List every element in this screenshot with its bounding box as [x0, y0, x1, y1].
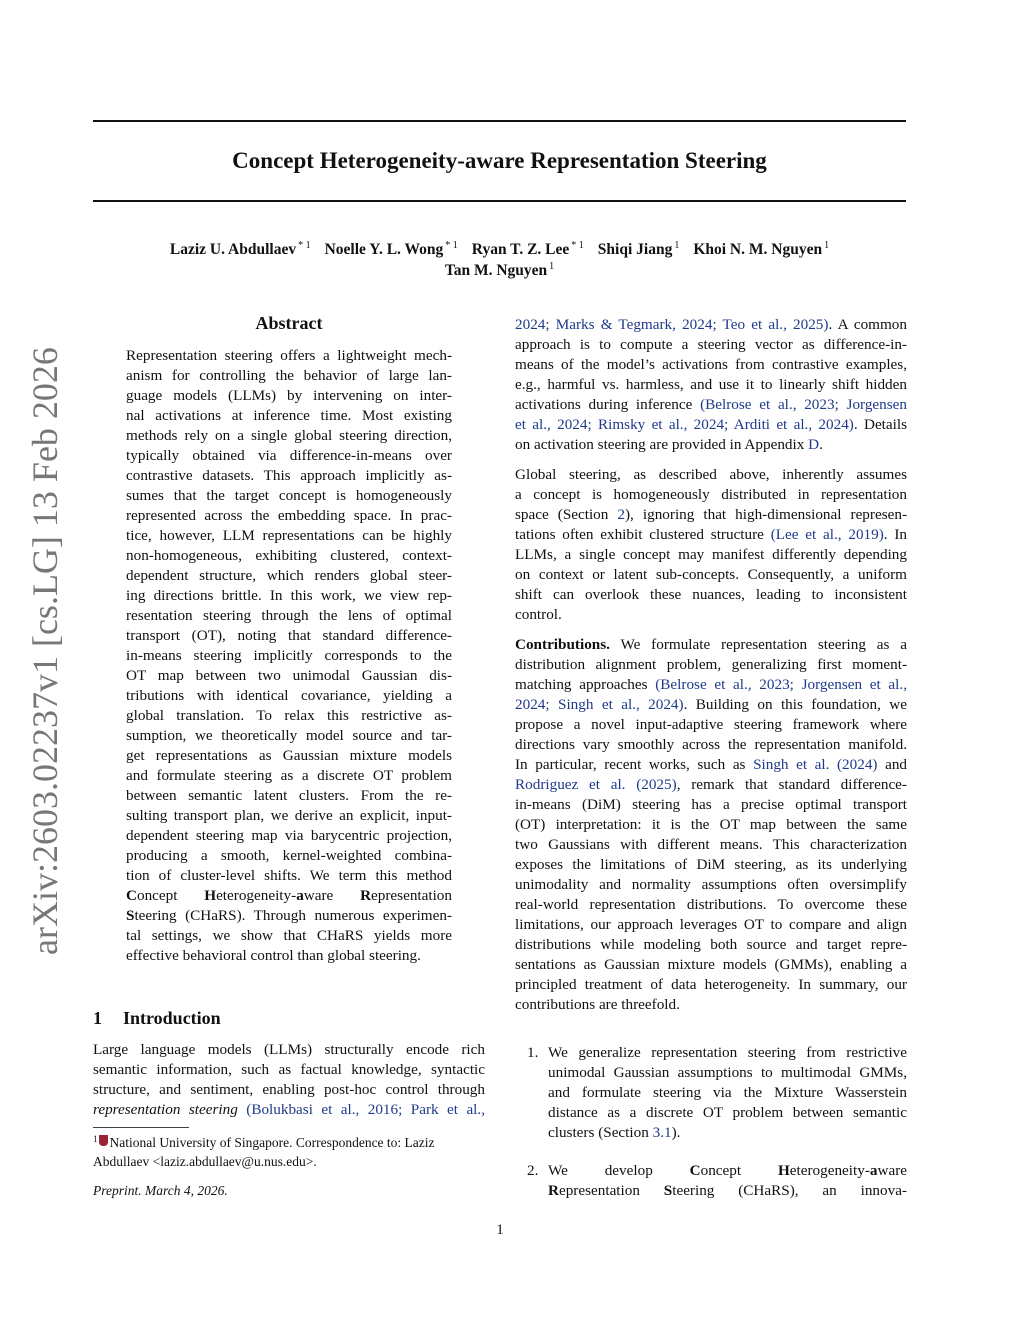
text-line: unimodal Gaussian assumptions to multimodal GMMs,: [548, 1064, 907, 1081]
section-title: Introduction: [123, 1008, 221, 1028]
text-line: structure, and sentiment, enabling post-hoc control through: [93, 1081, 485, 1098]
text-line: clusters (Section 3.1).: [548, 1124, 681, 1141]
text-line: sentations as Gaussian mixture models (GMMs), enabling a: [515, 956, 907, 973]
text-line: tice, however, LLM representations can be highly: [126, 527, 452, 544]
text-line: Steering (CHaRS). Through numerous experimen-: [126, 907, 452, 924]
author-affiliation-marker: * 1: [298, 240, 311, 251]
text-line: In particular, recent works, such as Singh et al. (2024) and: [515, 756, 908, 773]
text-line: non-homogeneous, exhibiting clustered, context-: [126, 547, 452, 564]
text-line: sulting transport plan, we derive an explicit, input-: [126, 807, 452, 824]
text-line: Contributions. We formulate representation steering as a: [515, 636, 907, 653]
right-paragraph-contributions: [515, 635, 907, 1015]
text-line: Rodriguez et al. (2025), remark that standard difference-: [515, 776, 907, 793]
author-name: Laziz U. Abdullaev: [169, 241, 297, 258]
text-line: contributions are threefold.: [515, 996, 680, 1013]
footnote-rule: [93, 1127, 189, 1128]
text-line: sumes that the target concept is homogeneously: [126, 487, 452, 504]
author-affiliation-marker: 1: [824, 240, 830, 251]
text-line: Representation Steering (CHaRS), an innova-: [548, 1182, 907, 1199]
text-line: tion of cluster-level shifts. We term this method: [126, 867, 452, 884]
footnote-marker: 1: [93, 1134, 98, 1144]
abstract-body: [126, 346, 452, 966]
right-paragraph-activation-steering: [515, 315, 907, 455]
text-line: two Gaussians with different means. This characterization: [515, 836, 907, 853]
top-rule: [93, 120, 906, 122]
text-line: anism for controlling the behavior of large lan-: [126, 367, 452, 384]
text-line: contrastive datasets. This approach implicitly as-: [126, 467, 452, 484]
affiliation-footnote: [93, 1130, 485, 1171]
text-line: e.g., harmful vs. harmless, and use it to linearly shift hidden: [515, 376, 907, 393]
text-line: control.: [515, 606, 562, 623]
text-line: et al., 2024; Rimsky et al., 2024; Arditi et al., 2024). Details: [515, 416, 907, 433]
text-line: transport (OT), noting that standard difference-: [126, 627, 452, 644]
text-line: Global steering, as described above, inherently assumes: [515, 466, 907, 483]
text-line: guage models (LLMs) by intervening on inter-: [126, 387, 452, 404]
list-item-number: 2.: [527, 1162, 539, 1179]
text-line: space (Section 2), ignoring that high-dimensional represen-: [515, 506, 907, 523]
footnote-affiliation: National University of Singapore. Correspondence to: Laziz: [109, 1135, 435, 1150]
author-name: Tan M. Nguyen: [444, 262, 548, 279]
author-affiliation-marker: 1: [549, 261, 555, 272]
text-line: tal settings, we show that CHaRS yields more: [126, 927, 452, 944]
preprint-notice: Preprint. March 4, 2026.: [93, 1183, 228, 1198]
author-affiliation-marker: 1: [674, 240, 680, 251]
text-line: and formulate steering via the Mixture Wasserstein: [548, 1084, 907, 1101]
text-line: represented across the embedding space. In prac-: [126, 507, 452, 524]
text-line: representation steering (Bolukbasi et al., 2016; Park et al.,: [93, 1101, 485, 1118]
text-line: Large language models (LLMs) structurally encode rich: [93, 1041, 485, 1058]
section-heading-introduction: [93, 1007, 221, 1029]
text-line: on activation steering are provided in Appendix D.: [515, 436, 823, 453]
author-name: Noelle Y. L. Wong: [324, 241, 444, 258]
text-line: distance as a discrete OT problem between semantic: [548, 1104, 907, 1121]
contribution-item-2: [548, 1161, 907, 1201]
paper-title: Concept Heterogeneity-aware Representation Steering: [232, 148, 767, 173]
text-line: propose a novel input-adaptive steering framework where: [515, 716, 907, 733]
page-number: 1: [496, 1222, 504, 1238]
text-line: global translation. To relax this restrictive as-: [126, 707, 452, 724]
text-line: tributions with identical covariance, yielding a: [126, 687, 452, 704]
arxiv-identifier: arXiv:2603.02237v1 [cs.LG] 13 Feb 2026: [25, 347, 65, 955]
text-line: effective behavioral control than global steering.: [126, 947, 421, 964]
text-line: a concept is homogeneously distributed in representation: [515, 486, 907, 503]
text-line: distribution alignment problem, generalizing first moment-: [515, 656, 907, 673]
text-line: We develop Concept Heterogeneity-aware: [548, 1162, 908, 1179]
abstract-heading: Abstract: [255, 313, 323, 333]
author-name: Ryan T. Z. Lee: [471, 241, 570, 258]
text-line: Concept Heterogeneity-aware Representation: [126, 887, 452, 904]
text-line: sumption, we theoretically model source and tar-: [126, 727, 452, 744]
right-paragraph-global-steering: [515, 465, 907, 625]
author-affiliation-marker: * 1: [571, 240, 584, 251]
author-list-continued: [93, 257, 906, 281]
text-line: principled treatment of data heterogeneity. In summary, our: [515, 976, 907, 993]
introduction-paragraph: [93, 1040, 485, 1120]
text-line: semantic information, such as factual knowledge, syntactic: [93, 1061, 485, 1078]
text-line: ing directions brittle. In this work, we view rep-: [126, 587, 452, 604]
footnote-correspondence: Abdullaev <laziz.abdullaev@u.nus.edu>.: [93, 1154, 317, 1169]
contribution-item-1: [548, 1043, 907, 1143]
text-line: nal activations at inference time. Most existing: [126, 407, 452, 424]
text-line: typically obtained via difference-in-means over: [126, 447, 452, 464]
author-name: Shiqi Jiang: [597, 241, 673, 258]
title-bottom-rule: [93, 200, 906, 202]
text-line: real-world representation distributions. To overcome these: [515, 896, 907, 913]
text-line: methods rely on a single global steering direction,: [126, 427, 452, 444]
text-line: shift can overlook these nuances, leading to inconsistent: [515, 586, 907, 603]
text-line: producing a smooth, kernel-weighted combina-: [126, 847, 452, 864]
text-line: We generalize representation steering from restrictive: [548, 1044, 907, 1061]
text-line: unimodality and normality assumptions often oversimplify: [515, 876, 907, 893]
text-line: directions vary smoothly across the representation manifold.: [515, 736, 907, 753]
text-line: LLMs, a single concept may manifest differently depending: [515, 546, 907, 563]
text-line: (OT) interpretation: it is the OT map between the same: [515, 816, 907, 833]
text-line: matching approaches (Belrose et al., 2023; Jorgensen et al.,: [515, 676, 907, 693]
text-line: between semantic latent clusters. From the re-: [126, 787, 452, 804]
text-line: activations during inference (Belrose et al., 2023; Jorgensen: [515, 396, 907, 413]
text-line: approach is to compute a steering vector as difference-in-: [515, 336, 907, 353]
text-line: tations often exhibit clustered structure (Lee et al., 2019). In: [515, 526, 908, 543]
text-line: and formulate steering as a discrete OT problem: [126, 767, 452, 784]
text-line: resentation steering through the lens of optimal: [126, 607, 452, 624]
text-line: means of the model’s activations from contrastive examples,: [515, 356, 907, 373]
text-line: exposes the limitations of DiM steering, as its underlying: [515, 856, 907, 873]
text-line: OT map between two unimodal Gaussian dis-: [126, 667, 452, 684]
section-number: 1: [93, 1008, 102, 1028]
university-crest-icon: [99, 1135, 108, 1146]
text-line: 2024; Marks & Tegmark, 2024; Teo et al., 2025). A common: [515, 316, 907, 333]
text-line: 2024; Singh et al., 2024). Building on this foundation, we: [515, 696, 907, 713]
text-line: distributions while modeling both source and target repre-: [515, 936, 907, 953]
text-line: in-means steering implicitly corresponds to the: [126, 647, 452, 664]
text-line: get representations as Gaussian mixture models: [126, 747, 452, 764]
author-affiliation-marker: * 1: [445, 240, 458, 251]
author-name: Khoi N. M. Nguyen: [693, 241, 823, 258]
text-line: limitations, our approach leverages OT to compare and align: [515, 916, 907, 933]
text-line: dependent steering map via barycentric projection,: [126, 827, 452, 844]
text-line: dependent structure, which renders global steer-: [126, 567, 452, 584]
text-line: in-means (DiM) steering has a precise optimal transport: [515, 796, 907, 813]
text-line: Representation steering offers a lightweight mech-: [126, 347, 452, 364]
text-line: on context or latent sub-concepts. Consequently, a uniform: [515, 566, 907, 583]
list-item-number: 1.: [527, 1044, 539, 1061]
